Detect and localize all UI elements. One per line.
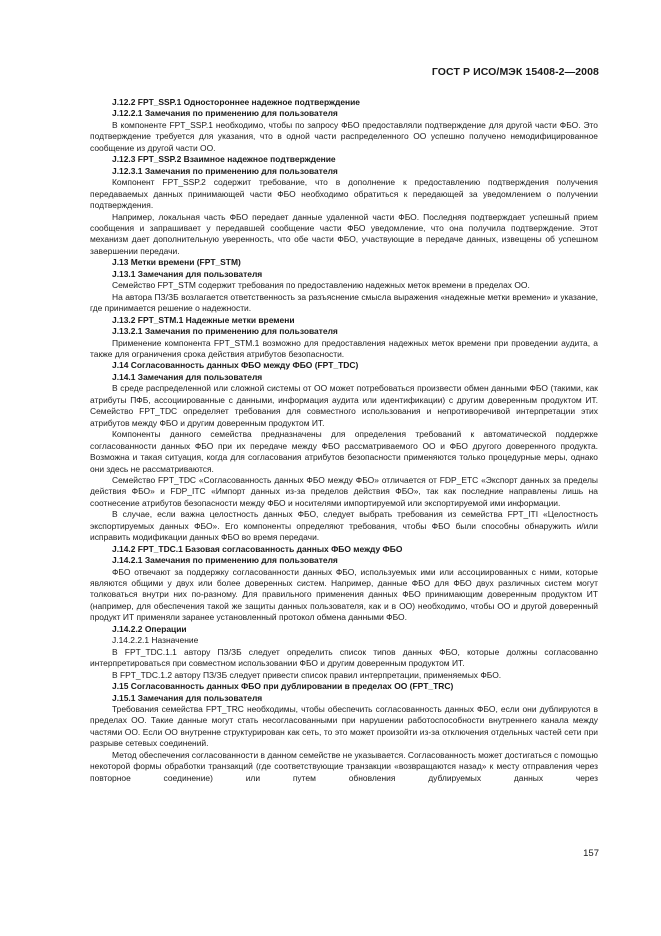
section-heading: J.14 Согласованность данных ФБО между ФБО (FPT_TDC) bbox=[112, 360, 359, 371]
section-heading: J.15 Согласованность данных ФБО при дублировании в пределах ОО (FPT_TRC) bbox=[112, 681, 454, 692]
subsection-heading: J.14.2.1 Замечания по применению для пользователя bbox=[112, 555, 338, 566]
paragraph: На автора ПЗ/ЗБ возлагается ответственность за разъяснение смысла выражения «надежные метки времени» и указание, где принимается решение о надежности. bbox=[90, 291, 598, 314]
standard-header: ГОСТ Р ИСО/МЭК 15408-2—2008 bbox=[431, 66, 599, 78]
section-heading: J.12.2 FPT_SSP.1 Одностороннее надежное подтверждение bbox=[112, 97, 360, 107]
paragraph: Компоненты данного семейства предназначены для определения требований к автоматической поддержке согласованности данных ФБО при их передаче между ФБО рассматриваемого ОО и ФБО другого доверенного продукта. Возможна и такая ситуация, когда для согласования атрибутов безопасности применяются только процедурные меры, однако они здесь не рассматриваются. bbox=[90, 429, 598, 474]
page-number: 157 bbox=[583, 848, 599, 859]
subsection-heading: J.14.2.2 Операции bbox=[112, 623, 187, 634]
paragraph: Семейство FPT_STM содержит требования по предоставлению надежных меток времени в пределах ОО. bbox=[112, 280, 530, 291]
paragraph: В компоненте FPT_SSP.1 необходимо, чтобы по запросу ФБО предоставляли подтверждение для другой части ФБО. Это подтверждение требуется для указания, что в одной части распределенного ОО успешно получено немодифицированное сообщение из другой части ОО. bbox=[90, 119, 598, 153]
paragraph: В случае, если важна целостность данных ФБО, следует выбрать требования из семейства FPT_ITI «Целостность экспортируемых данных ФБО». Его компоненты определяют требования, чтобы ФБО были способны обнаружить и/или исправить модификации данных ФБО во время передачи. bbox=[90, 509, 598, 543]
section-heading: J.12.3 FPT_SSP.2 Взаимное надежное подтверждение bbox=[112, 154, 336, 165]
paragraph: Метод обеспечения согласованности в данном семействе не указывается. Согласованность может достигаться с помощью некоторой формы обработки транзакций (где соответствующие транзакции «возвращаются назад» к месту отправления через повторное соединение) или путем обновления дублируемых данных через bbox=[90, 749, 598, 783]
section-heading: J.14.2 FPT_TDC.1 Базовая согласованность данных ФБО между ФБО bbox=[112, 543, 403, 554]
document-body bbox=[90, 97, 598, 784]
subsection-heading: J.13.1 Замечания для пользователя bbox=[112, 268, 263, 279]
paragraph: ФБО отвечают за поддержку согласованности данных ФБО, используемых ими или ассоциированных с ними, которые являются общими у двух или более доверенных систем. Например, данные ФБО для ФБО двух различных систем могут толковаться внутри них по-разному. Для правильного применения данных ФБО принимающим доверенным продуктом ИТ (например, для обеспечения такой же защиты данных пользователя, как и в ОО) необходимо, чтобы ОО и другой доверенный продукт ИТ применяли заранее установленный протокол обмена данными ФБО. bbox=[90, 566, 598, 623]
paragraph: В FPT_TDC.1.2 автору ПЗ/ЗБ следует привести список правил интерпретации, применяемых ФБО. bbox=[112, 669, 502, 680]
section-heading: J.13 Метки времени (FPT_STM) bbox=[112, 257, 241, 268]
paragraph: Например, локальная часть ФБО передает данные удаленной части ФБО. Последняя подтверждает успешный прием сообщения и запрашивает у передавшей сообщение части ФБО уведомление, что она получила подтверждение. Этот механизм дает дополнительную уверенность, что обе части ФБО, участвующие в передаче данных, извещены об успешном завершении передачи. bbox=[90, 211, 598, 256]
paragraph: Компонент FPT_SSP.2 содержит требование, что в дополнение к предоставлению подтверждения получения передаваемых данных принимающей части ФБО необходимо обратиться к передающей за уведомлением о получении подтверждения. bbox=[90, 177, 598, 211]
paragraph: В FPT_TDC.1.1 автору ПЗ/ЗБ следует определить список типов данных ФБО, которые должны согласованно интерпретироваться при совместном использовании ФБО и другим доверенным продуктом ИТ. bbox=[90, 646, 598, 669]
subsection-heading: J.12.3.1 Замечания по применению для пользователя bbox=[112, 165, 338, 176]
subsection-heading: J.15.1 Замечания для пользователя bbox=[112, 692, 263, 703]
paragraph: Семейство FPT_TDC «Согласованность данных ФБО между ФБО» отличается от FDP_ETC «Экспорт данных за пределы действия ФБО» и FDP_ITC «Импорт данных из-за пределов действия ФБО», так как последние направлены лишь на соотнесение атрибутов безопасности между ФБО и носителями импортируемой или экспортируемой ими информации. bbox=[90, 474, 598, 508]
subsection-label: J.14.2.2.1 Назначение bbox=[112, 635, 199, 646]
paragraph: Требования семейства FPT_TRC необходимы, чтобы обеспечить согласованность данных ФБО, если они дублируются в пределах ОО. Такие данные могут стать несогласованными при нарушении работоспособности внутреннего канала между частями ОО. Если ОО внутренне структурирован как сеть, то это может произойти из-за отключения отдельных частей сети при разрыве сетевых соединений. bbox=[90, 704, 598, 749]
paragraph: Применение компонента FPT_STM.1 возможно для предоставления надежных меток времени при проведении аудита, а также для ограничения срока действия атрибутов безопасности. bbox=[90, 337, 598, 359]
paragraph: В среде распределенной или сложной системы от ОО может потребоваться произвести обмен данными ФБО (такими, как атрибуты ПФБ, ассоциированные с данными, информация аудита или идентификации) с другим доверенным продуктом ИТ. Семейство FPT_TDC определяет требования для совместного использования и непротиворечивой интерпретации этих атрибутов между ФБО и другим доверенным продуктом ИТ. bbox=[90, 383, 598, 428]
subsection-heading: J.14.1 Замечания для пользователя bbox=[112, 371, 263, 382]
subsection-heading: J.12.2.1 Замечания по применению для пользователя bbox=[112, 108, 338, 119]
section-heading: J.13.2 FPT_STM.1 Надежные метки времени bbox=[112, 314, 295, 325]
subsection-heading: J.13.2.1 Замечания по применению для пользователя bbox=[112, 326, 338, 337]
